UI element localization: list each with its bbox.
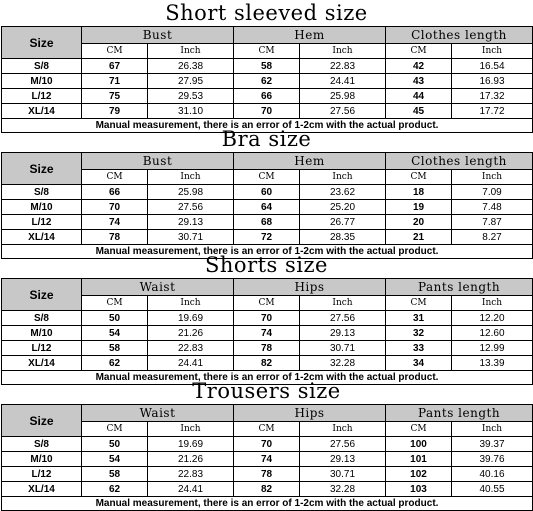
- size-label: L/12: [2, 467, 82, 482]
- unit-label: Inch: [148, 422, 234, 437]
- measurement-cell: 30.71: [148, 230, 234, 245]
- unit-label: Inch: [148, 44, 234, 59]
- table-row: [2, 74, 533, 89]
- size-label: XL/14: [2, 104, 82, 119]
- size-table: [1, 278, 533, 385]
- header-row: [2, 27, 533, 44]
- measurement-cell: 16.54: [452, 59, 533, 74]
- measure-group-header: Bust: [82, 153, 234, 170]
- unit-label: CM: [82, 422, 148, 437]
- measurement-cell: 26.77: [300, 215, 386, 230]
- measure-group-header: Hips: [234, 279, 386, 296]
- measure-group-header: Hem: [234, 153, 386, 170]
- unit-label: CM: [234, 44, 300, 59]
- measure-group-header: Waist: [82, 405, 234, 422]
- measurement-cell: 20: [386, 215, 452, 230]
- measurement-cell: 7.48: [452, 200, 533, 215]
- table-row: [2, 482, 533, 497]
- measurement-cell: 66: [234, 89, 300, 104]
- measurement-cell: 74: [234, 452, 300, 467]
- measurement-cell: 40.55: [452, 482, 533, 497]
- measurement-cell: 34: [386, 356, 452, 371]
- measurement-cell: 28.35: [300, 230, 386, 245]
- measurement-cell: 78: [82, 230, 148, 245]
- unit-label: CM: [82, 170, 148, 185]
- measurement-cell: 19.69: [148, 311, 234, 326]
- measurement-cell: 13.39: [452, 356, 533, 371]
- table-row: [2, 104, 533, 119]
- measurement-note: Manual measurement, there is an error of 1-2cm with the actual product.: [2, 371, 533, 385]
- measurement-cell: 45: [386, 104, 452, 119]
- measurement-cell: 58: [82, 467, 148, 482]
- measurement-cell: 71: [82, 74, 148, 89]
- unit-label: Inch: [300, 170, 386, 185]
- size-label: L/12: [2, 89, 82, 104]
- measurement-cell: 78: [234, 341, 300, 356]
- size-label: XL/14: [2, 356, 82, 371]
- size-label: S/8: [2, 437, 82, 452]
- measure-group-header: Clothes length: [386, 27, 533, 44]
- measurement-cell: 27.56: [300, 311, 386, 326]
- measurement-cell: 72: [234, 230, 300, 245]
- table-row: [2, 467, 533, 482]
- size-label: XL/14: [2, 230, 82, 245]
- measurement-cell: 21.26: [148, 452, 234, 467]
- measurement-cell: 21: [386, 230, 452, 245]
- unit-row: [2, 44, 533, 59]
- unit-label: CM: [386, 170, 452, 185]
- table-row: [2, 215, 533, 230]
- section-title: Shorts size: [205, 253, 328, 277]
- unit-row: [2, 296, 533, 311]
- measurement-cell: 25.20: [300, 200, 386, 215]
- unit-label: Inch: [148, 296, 234, 311]
- measurement-note: Manual measurement, there is an error of 1-2cm with the actual product.: [2, 245, 533, 259]
- unit-label: CM: [234, 170, 300, 185]
- measurement-cell: 74: [82, 215, 148, 230]
- size-table: [1, 152, 533, 259]
- unit-label: CM: [386, 44, 452, 59]
- measurement-cell: 21.26: [148, 326, 234, 341]
- measurement-cell: 27.56: [300, 104, 386, 119]
- measurement-cell: 8.27: [452, 230, 533, 245]
- measurement-cell: 58: [234, 59, 300, 74]
- measurement-cell: 12.20: [452, 311, 533, 326]
- measurement-cell: 29.53: [148, 89, 234, 104]
- measurement-cell: 62: [82, 482, 148, 497]
- table-row: [2, 185, 533, 200]
- measure-group-header: Pants length: [386, 405, 533, 422]
- measurement-cell: 27.95: [148, 74, 234, 89]
- measurement-cell: 78: [234, 467, 300, 482]
- measurement-cell: 54: [82, 452, 148, 467]
- measurement-cell: 12.99: [452, 341, 533, 356]
- unit-label: Inch: [452, 296, 533, 311]
- measure-group-header: Clothes length: [386, 153, 533, 170]
- measurement-cell: 75: [82, 89, 148, 104]
- measure-group-header: Hem: [234, 27, 386, 44]
- measurement-cell: 101: [386, 452, 452, 467]
- measurement-cell: 82: [234, 482, 300, 497]
- section-title: Short sleeved size: [165, 1, 368, 25]
- measurement-cell: 17.32: [452, 89, 533, 104]
- table-row: [2, 230, 533, 245]
- size-label: M/10: [2, 200, 82, 215]
- measurement-cell: 102: [386, 467, 452, 482]
- measurement-cell: 39.76: [452, 452, 533, 467]
- header-row: [2, 279, 533, 296]
- measurement-cell: 39.37: [452, 437, 533, 452]
- measurement-cell: 22.83: [148, 341, 234, 356]
- size-table: [1, 26, 533, 133]
- measurement-cell: 19.69: [148, 437, 234, 452]
- measurement-cell: 64: [234, 200, 300, 215]
- size-table: [1, 404, 533, 511]
- measurement-cell: 54: [82, 326, 148, 341]
- table-row: [2, 356, 533, 371]
- measurement-cell: 22.83: [148, 467, 234, 482]
- size-label: M/10: [2, 452, 82, 467]
- measurement-cell: 29.13: [300, 326, 386, 341]
- size-label: S/8: [2, 311, 82, 326]
- table-row: [2, 89, 533, 104]
- measurement-cell: 67: [82, 59, 148, 74]
- measurement-cell: 82: [234, 356, 300, 371]
- measurement-cell: 27.56: [148, 200, 234, 215]
- header-row: [2, 405, 533, 422]
- unit-label: CM: [234, 422, 300, 437]
- size-header: Size: [2, 27, 82, 59]
- measurement-cell: 58: [82, 341, 148, 356]
- measurement-cell: 60: [234, 185, 300, 200]
- measurement-cell: 24.41: [148, 482, 234, 497]
- measurement-cell: 44: [386, 89, 452, 104]
- measurement-cell: 31.10: [148, 104, 234, 119]
- size-label: XL/14: [2, 482, 82, 497]
- measurement-cell: 23.62: [300, 185, 386, 200]
- measurement-cell: 70: [234, 437, 300, 452]
- measurement-cell: 62: [234, 74, 300, 89]
- measure-group-header: Bust: [82, 27, 234, 44]
- measurement-cell: 24.41: [148, 356, 234, 371]
- measure-group-header: Waist: [82, 279, 234, 296]
- measurement-cell: 103: [386, 482, 452, 497]
- measurement-cell: 50: [82, 311, 148, 326]
- measurement-cell: 43: [386, 74, 452, 89]
- section-title: Bra size: [221, 127, 312, 151]
- table-row: [2, 311, 533, 326]
- measurement-cell: 32: [386, 326, 452, 341]
- unit-label: Inch: [300, 44, 386, 59]
- measurement-note: Manual measurement, there is an error of 1-2cm with the actual product.: [2, 119, 533, 133]
- section-title: Trousers size: [192, 379, 341, 403]
- unit-label: CM: [234, 296, 300, 311]
- measurement-cell: 25.98: [148, 185, 234, 200]
- measure-group-header: Pants length: [386, 279, 533, 296]
- unit-label: CM: [82, 44, 148, 59]
- unit-label: Inch: [452, 422, 533, 437]
- table-row: [2, 437, 533, 452]
- measurement-cell: 79: [82, 104, 148, 119]
- unit-row: [2, 170, 533, 185]
- measurement-cell: 70: [234, 104, 300, 119]
- measurement-cell: 27.56: [300, 437, 386, 452]
- measurement-cell: 30.71: [300, 341, 386, 356]
- measurement-cell: 40.16: [452, 467, 533, 482]
- measurement-cell: 68: [234, 215, 300, 230]
- size-label: M/10: [2, 326, 82, 341]
- measurement-cell: 18: [386, 185, 452, 200]
- measurement-cell: 22.83: [300, 59, 386, 74]
- unit-label: Inch: [300, 422, 386, 437]
- measurement-cell: 100: [386, 437, 452, 452]
- measurement-note: Manual measurement, there is an error of 1-2cm with the actual product.: [2, 497, 533, 511]
- measurement-cell: 17.72: [452, 104, 533, 119]
- size-label: S/8: [2, 185, 82, 200]
- unit-label: CM: [386, 296, 452, 311]
- unit-label: Inch: [148, 170, 234, 185]
- size-label: S/8: [2, 59, 82, 74]
- unit-label: CM: [386, 422, 452, 437]
- measurement-cell: 24.41: [300, 74, 386, 89]
- size-header: Size: [2, 405, 82, 437]
- table-row: [2, 59, 533, 74]
- table-row: [2, 200, 533, 215]
- header-row: [2, 153, 533, 170]
- size-header: Size: [2, 279, 82, 311]
- measurement-cell: 19: [386, 200, 452, 215]
- table-row: [2, 452, 533, 467]
- measurement-cell: 7.09: [452, 185, 533, 200]
- measurement-cell: 50: [82, 437, 148, 452]
- measurement-cell: 32.28: [300, 482, 386, 497]
- measurement-cell: 26.38: [148, 59, 234, 74]
- measurement-cell: 29.13: [148, 215, 234, 230]
- measurement-cell: 25.98: [300, 89, 386, 104]
- measurement-cell: 66: [82, 185, 148, 200]
- measurement-cell: 31: [386, 311, 452, 326]
- measurement-cell: 30.71: [300, 467, 386, 482]
- size-header: Size: [2, 153, 82, 185]
- unit-label: Inch: [300, 296, 386, 311]
- measurement-cell: 16.93: [452, 74, 533, 89]
- measurement-cell: 42: [386, 59, 452, 74]
- unit-label: CM: [82, 296, 148, 311]
- unit-row: [2, 422, 533, 437]
- size-label: L/12: [2, 341, 82, 356]
- table-row: [2, 341, 533, 356]
- size-label: M/10: [2, 74, 82, 89]
- table-row: [2, 326, 533, 341]
- measurement-cell: 62: [82, 356, 148, 371]
- measurement-cell: 29.13: [300, 452, 386, 467]
- measurement-cell: 7.87: [452, 215, 533, 230]
- measurement-cell: 32.28: [300, 356, 386, 371]
- measurement-cell: 70: [234, 311, 300, 326]
- measurement-cell: 33: [386, 341, 452, 356]
- size-label: L/12: [2, 215, 82, 230]
- measurement-cell: 74: [234, 326, 300, 341]
- measure-group-header: Hips: [234, 405, 386, 422]
- unit-label: Inch: [452, 44, 533, 59]
- measurement-cell: 12.60: [452, 326, 533, 341]
- unit-label: Inch: [452, 170, 533, 185]
- measurement-cell: 70: [82, 200, 148, 215]
